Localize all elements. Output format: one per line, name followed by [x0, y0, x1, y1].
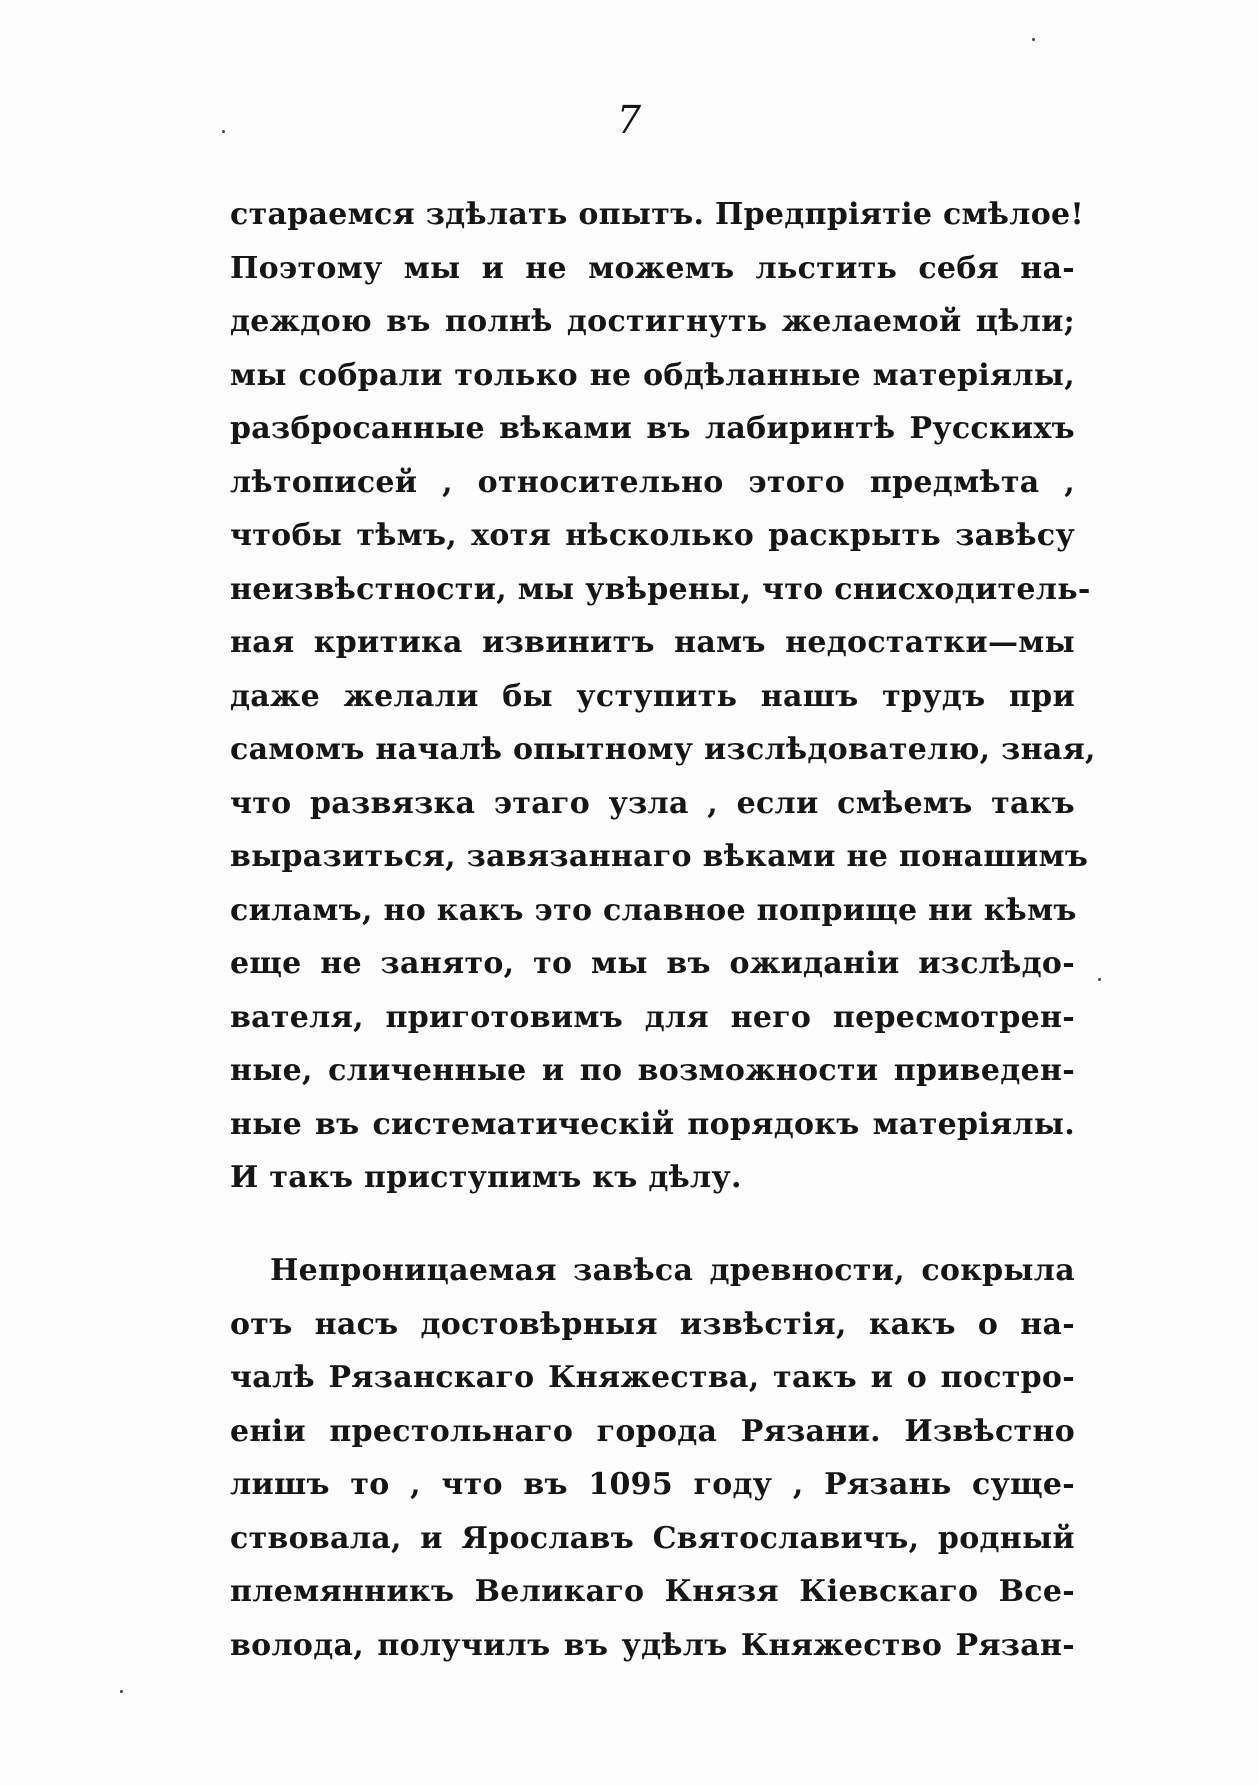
text-line: самомъ началѣ опытному изслѣдователю, зная, [230, 732, 1096, 767]
print-speck [120, 1690, 123, 1693]
text-line: еще не занято, то мы въ ожиданіи изслѣдо- [230, 946, 1075, 981]
text-line: лишъ то , что въ 1095 году , Рязань суще- [230, 1467, 1075, 1502]
text-line: даже желали бы уступить нашъ трудъ при [230, 678, 1075, 714]
paragraph-1 [230, 188, 1096, 1205]
text-line: деждою въ полнѣ достигнуть желаемой цѣли; [230, 304, 1075, 339]
text-line: лѣтописей , относительно этого предмѣта , [230, 464, 1075, 500]
paragraph-2 [230, 1244, 1075, 1672]
text-line: отъ насъ достовѣрныя извѣстія, какъ о на- [230, 1306, 1075, 1342]
text-line: еніи престольнаго города Рязани. Извѣстно [230, 1413, 1075, 1449]
print-speck [1098, 978, 1101, 981]
text-line: выразиться, завязаннаго вѣками не понашимъ [230, 839, 1089, 874]
text-line: силамъ, но какъ это славное поприще ни кѣмъ [230, 892, 1077, 928]
text-line: И такъ приступимъ къ дѣлу. [230, 1160, 742, 1195]
text-line: волода, получилъ въ удѣлъ Княжество Рязан- [230, 1627, 1075, 1663]
text-line: ные въ систематическій порядокъ матеріялы. [230, 1106, 1075, 1142]
text-line: ствовала, и Ярославъ Святославичъ, родный [230, 1520, 1075, 1556]
text-line: Поэтому мы и не можемъ льстить себя на- [230, 250, 1075, 286]
text-line: ные, сличенные и по возможности приведен- [230, 1053, 1075, 1088]
page-number: 7 [616, 98, 643, 142]
text-line: Непроницаемая завѣса древности, сокрыла [270, 1253, 1075, 1288]
text-line: чтобы тѣмъ, хотя нѣсколько раскрыть завѣсу [230, 518, 1075, 553]
print-speck [1032, 38, 1035, 41]
text-line: ная критика извинитъ намъ недостатки—мы [230, 625, 1075, 660]
text-line: что развязка этаго узла , если смѣемъ такъ [230, 785, 1075, 821]
text-line: стараемся здѣлать опытъ. Предпріятіе смѣлое! [230, 197, 1084, 232]
text-line: неизвѣстности, мы увѣрены, что снисходитель- [230, 571, 1091, 607]
text-line: мы собрали только не обдѣланные матеріялы, [230, 357, 1075, 393]
text-line: племянникъ Великаго Князя Кіевскаго Все- [230, 1574, 1075, 1609]
text-line: вателя, приготовимъ для него пересмотрен- [230, 999, 1075, 1035]
text-line: чалѣ Рязанскаго Княжества, такъ и о постро- [230, 1360, 1075, 1395]
print-speck [222, 130, 225, 133]
text-line: разбросанные вѣками въ лабиринтѣ Русскихъ [230, 411, 1075, 446]
